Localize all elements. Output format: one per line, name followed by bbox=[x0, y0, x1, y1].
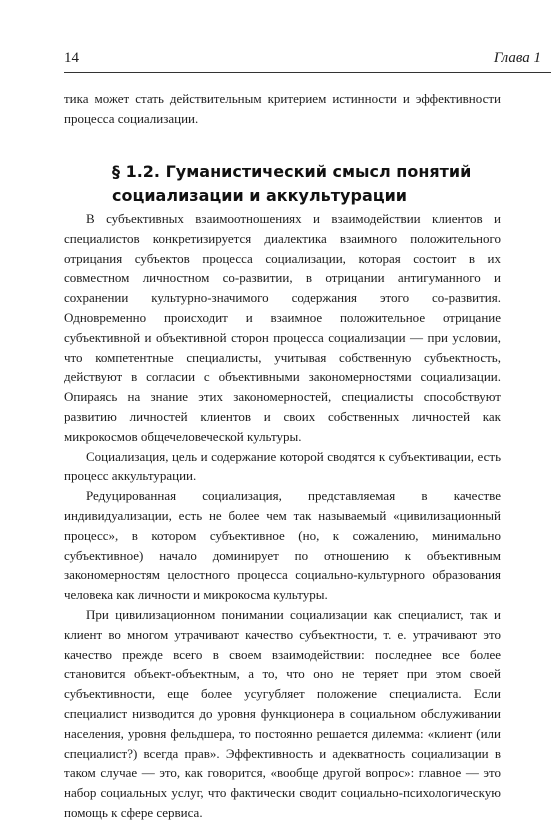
header-rule bbox=[64, 72, 551, 73]
paragraph: Социализация, цель и содержание которой сводятся к субъективации, есть процесс аккультурации. bbox=[64, 448, 501, 484]
paragraph: При цивилизационном понимании социализации как специалист, так и клиент во многом утрачивают качество субъектности, т. е. утрачивают это качество прежде всего в своем взаимодействии: последнее все более становится объект-объектным, а то, что оно не теряет при этом своей субъективности, еще более усугубляет положение специалиста. Если специалист низводится до уровня функционера в социальном обслуживании населения, уровня фельдшера, то постоянно решается дилемма: «клиент (или специалист?) всегда прав». Эффективность и адекватность социализации в таком случае — это, как говорится, «вообще другой вопрос»: главное — это набор социальных услуг, что фактически сводит социально-психологическую помощь к сфере сервиса. bbox=[64, 606, 501, 820]
section-heading bbox=[112, 160, 492, 208]
section-heading-line-2: социализации и аккультурации bbox=[112, 186, 408, 205]
intro-text-block bbox=[64, 89, 501, 129]
intro-paragraph: тика может стать действительным критерием истинности и эффективности процесса социализации. bbox=[64, 91, 501, 126]
body-text-block bbox=[64, 209, 501, 823]
page-header bbox=[64, 50, 541, 72]
running-head: Глава 1 bbox=[493, 50, 541, 66]
page-number: 14 bbox=[64, 50, 79, 66]
section-heading-line-1: § 1.2. Гуманистический смысл понятий bbox=[112, 162, 472, 181]
paragraph: Редуцированная социализация, представляемая в качестве индивидуализации, есть не более чем так называемый «цивилизационный процесс», в котором субъективное (но, к сожалению, минимально субъективное) начало доминирует по отношению к объективным закономерностям целостного процесса социально-культурного образования человека как личности и микрокосма культуры. bbox=[64, 488, 501, 603]
paragraph: В субъективных взаимоотношениях и взаимодействии клиентов и специалистов конкретизируется диалектика взаимного положительного отрицания субъектов процесса социализации, которая состоит в их совместном личностном со-развитии, в отрицании антигуманного и сохранении культурно-значимого содержания этого со-развития. Одновременно происходит и взаимное положительное отрицание субъективной и объективной сторон процесса социализации — при условии, что компетентные специалисты, учитывая собственную субъектность, действуют в согласии с объективными закономерностями социализации. Опираясь на знание этих закономерностей, специалисты способствуют развитию личностей клиентов и своих собственных личностей как микрокосмов общечеловеческой культуры. bbox=[64, 211, 501, 444]
